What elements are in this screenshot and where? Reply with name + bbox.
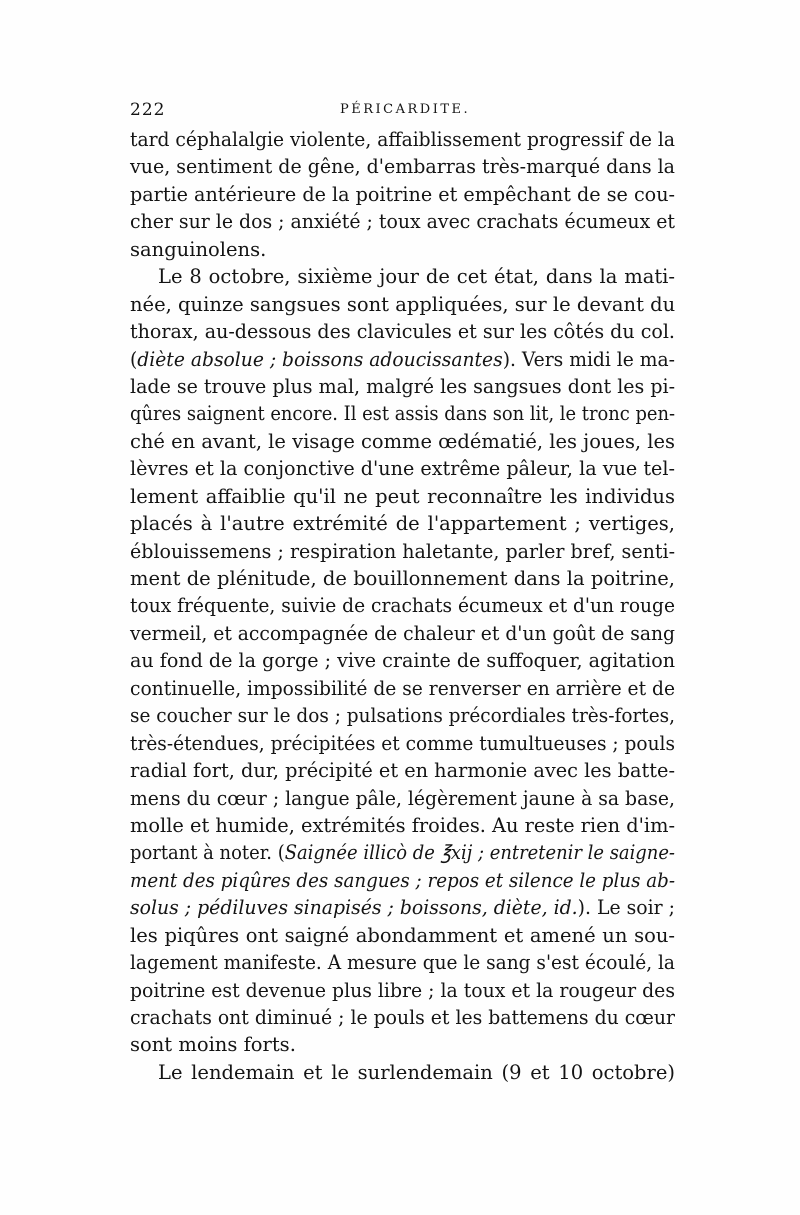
text-line	[130, 620, 675, 647]
text-segment: lement affaiblie qu'il ne peut reconnaître les individus	[130, 484, 675, 508]
text-line	[130, 922, 675, 949]
text-segment: toux fréquente, suivie de crachats écumeux et d'un rouge	[130, 594, 675, 618]
text-line	[130, 291, 675, 318]
text-segment: portant à noter. (	[130, 841, 285, 865]
text-segment: née, quinze sangsues sont appliquées, sur le devant du	[130, 292, 676, 316]
text-segment: vermeil, et accompagnée de chaleur et d'un goût de sang	[130, 621, 675, 645]
text-segment: mens du cœur ; langue pâle, légèrement jaune à sa base,	[130, 786, 675, 810]
text-segment: thorax, au-dessous des clavicules et sur les côtés du col.	[130, 320, 675, 344]
text-line	[130, 318, 675, 345]
text-line	[130, 647, 675, 674]
text-line	[130, 592, 675, 619]
text-line	[130, 236, 675, 263]
text-line	[130, 346, 675, 373]
text-line	[130, 373, 675, 400]
body-text	[130, 126, 675, 1086]
text-line	[130, 730, 675, 757]
text-line	[130, 400, 675, 427]
text-segment: lèvres et la conjonctive d'une extrême pâleur, la vue tel-	[130, 457, 675, 481]
text-segment: ). Le soir ;	[577, 896, 675, 920]
text-segment: lagement manifeste. A mesure que le sang s'est écoulé, la	[130, 951, 675, 975]
text-line	[130, 510, 675, 537]
text-segment: éblouissemens ; respiration haletante, parler bref, senti-	[130, 539, 675, 563]
italic-text-segment: solus ; pédiluves sinapisés ; boissons, diète, id.	[130, 896, 578, 920]
page-header	[130, 100, 670, 124]
page-number: 222	[130, 100, 166, 120]
text-line	[130, 263, 675, 290]
text-line	[130, 949, 675, 976]
text-segment: Le 8 octobre, sixième jour de cet état, dans la mati-	[158, 265, 675, 289]
text-segment: qûres saignent encore. Il est assis dans son lit, le tronc pen-	[130, 402, 675, 426]
text-segment: très-étendues, précipitées et comme tumultueuses ; pouls	[130, 731, 675, 755]
text-segment: poitrine est devenue plus libre ; la toux et la rougeur des	[130, 978, 675, 1002]
text-segment: sanguinolens.	[130, 237, 267, 261]
text-segment: vue, sentiment de gêne, d'embarras très-marqué dans la	[130, 155, 675, 179]
text-line	[130, 1004, 675, 1031]
italic-text-segment: ment des piqûres des sangues ; repos et silence le plus ab-	[130, 868, 675, 892]
text-segment: placés à l'autre extrémité de l'appartement ; vertiges,	[130, 512, 675, 536]
text-line	[130, 1059, 675, 1086]
text-segment: cher sur le dos ; anxiété ; toux avec crachats écumeux et	[130, 210, 675, 234]
text-segment: ment de plénitude, de bouillonnement dans la poitrine,	[130, 567, 675, 590]
text-line	[130, 839, 675, 866]
text-segment: sont moins forts.	[130, 1033, 296, 1057]
text-line	[130, 675, 675, 702]
text-segment: lade se trouve plus mal, malgré les sangsues dont les pi-	[130, 374, 675, 398]
text-segment: radial fort, dur, précipité et en harmonie avec les batte-	[130, 759, 675, 783]
text-line	[130, 538, 675, 565]
text-line	[130, 428, 675, 455]
text-segment: crachats ont diminué ; le pouls et les battemens du cœur	[130, 1006, 675, 1029]
text-segment: tard céphalalgie violente, affaiblissement progressif de la	[130, 128, 675, 151]
text-segment: (	[130, 347, 138, 371]
text-segment: se coucher sur le dos ; pulsations précordiales très-fortes,	[130, 704, 675, 728]
text-line	[130, 208, 675, 235]
text-line	[130, 455, 675, 482]
text-segment: continuelle, impossibilité de se renverser en arrière et de	[130, 676, 675, 700]
text-line	[130, 894, 675, 921]
text-line	[130, 153, 675, 180]
text-line	[130, 126, 675, 153]
text-line	[130, 565, 675, 592]
text-segment: les piqûres ont saigné abondamment et amené un sou-	[130, 923, 675, 947]
italic-text-segment: Saignée illicò de ℥xij ; entretenir le saigne-	[284, 841, 675, 865]
text-line	[130, 483, 675, 510]
running-title: PÉRICARDITE.	[340, 102, 471, 117]
text-segment: Le lendemain et le surlendemain (9 et 10 octobre)	[158, 1060, 675, 1084]
text-line	[130, 785, 675, 812]
text-segment: molle et humide, extrémités froides. Au reste rien d'im-	[130, 813, 675, 837]
text-line	[130, 1031, 675, 1058]
italic-text-segment: diète absolue ; boissons adoucissantes	[137, 347, 503, 371]
text-line	[130, 812, 675, 839]
text-line	[130, 181, 675, 208]
text-line	[130, 867, 675, 894]
text-line	[130, 702, 675, 729]
text-segment: au fond de la gorge ; vive crainte de suffoquer, agitation	[130, 649, 675, 673]
text-segment: ). Vers midi le ma-	[502, 347, 675, 371]
text-segment: partie antérieure de la poitrine et empêchant de se cou-	[130, 182, 675, 206]
text-line	[130, 757, 675, 784]
text-line	[130, 977, 675, 1004]
text-segment: ché en avant, le visage comme œdématié, les joues, les	[130, 429, 675, 453]
